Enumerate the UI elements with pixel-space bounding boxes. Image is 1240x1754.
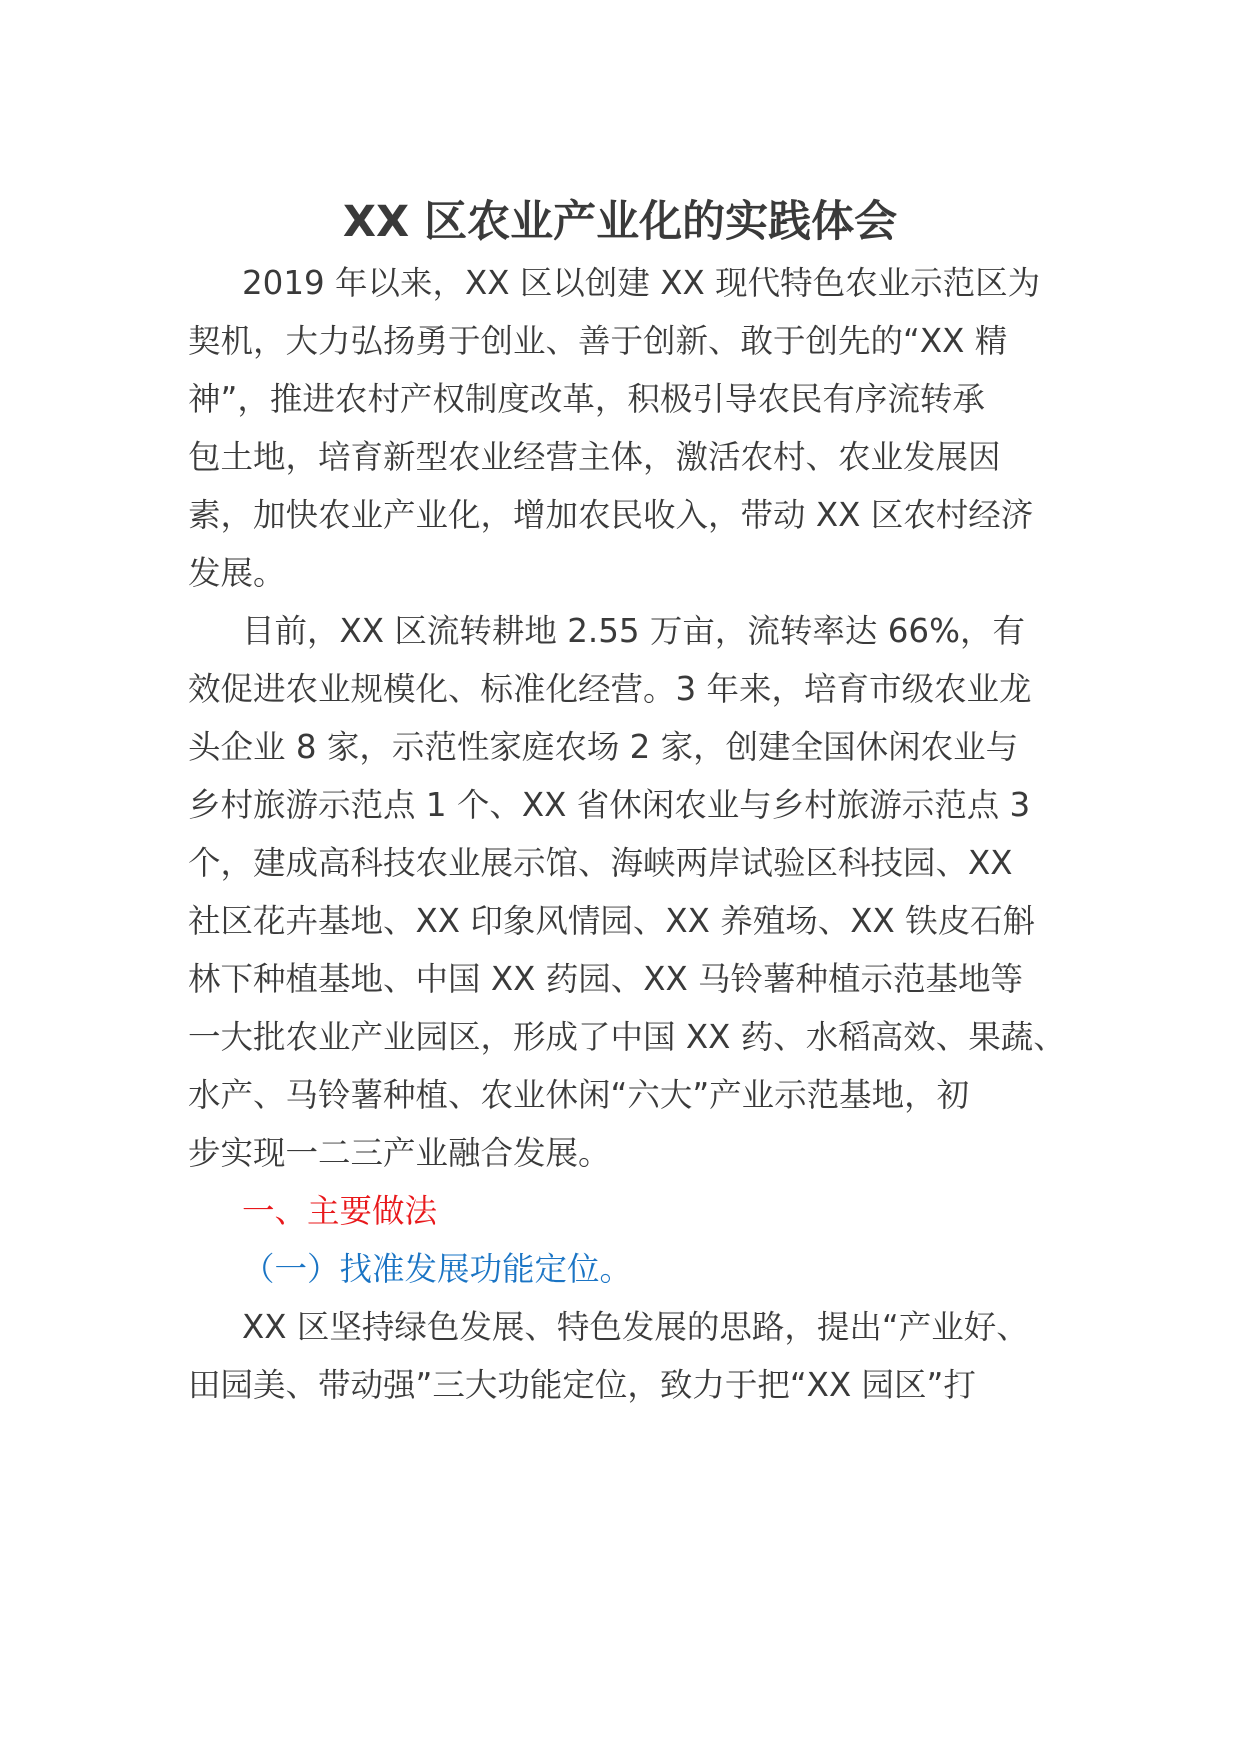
paragraph-3-line: 田园美、带动强”三大功能定位，致力于把“XX 园区”打 bbox=[188, 1366, 976, 1404]
paragraph-2-line: 目前，XX 区流转耕地 2.55 万亩，流转率达 66%，有 bbox=[242, 612, 1025, 650]
subsection-heading: （一）找准发展功能定位。 bbox=[242, 1250, 633, 1288]
paragraph-1-line: 发展。 bbox=[188, 554, 286, 592]
paragraph-2-line: 头企业 8 家，示范性家庭农场 2 家，创建全国休闲农业与 bbox=[188, 728, 1019, 766]
paragraph-1-line: 2019 年以来，XX 区以创建 XX 现代特色农业示范区为 bbox=[242, 264, 1041, 302]
paragraph-3-line: XX 区坚持绿色发展、特色发展的思路，提出“产业好、 bbox=[242, 1308, 1029, 1346]
paragraph-2-line: 效促进农业规模化、标准化经营。3 年来，培育市级农业龙 bbox=[188, 670, 1032, 708]
paragraph-2-line: 个，建成高科技农业展示馆、海峡两岸试验区科技园、XX bbox=[188, 844, 1013, 882]
paragraph-1-line: 神”，推进农村产权制度改革，积极引导农民有序流转承 bbox=[188, 380, 985, 418]
document-title: XX 区农业产业化的实践体会 bbox=[342, 197, 898, 247]
section-heading: 一、主要做法 bbox=[242, 1192, 438, 1230]
paragraph-1-line: 包土地，培育新型农业经营主体，激活农村、农业发展因 bbox=[188, 438, 1001, 476]
paragraph-2-line: 林下种植基地、中国 XX 药园、XX 马铃薯种植示范基地等 bbox=[188, 960, 1024, 998]
paragraph-1-line: 契机，大力弘扬勇于创业、善于创新、敢于创先的“XX 精 bbox=[188, 322, 1008, 360]
paragraph-2-line: 乡村旅游示范点 1 个、XX 省休闲农业与乡村旅游示范点 3 bbox=[188, 786, 1031, 824]
paragraph-2-line: 一大批农业产业园区，形成了中国 XX 药、水稻高效、果蔬、 bbox=[188, 1018, 1066, 1056]
paragraph-2-line: 社区花卉基地、XX 印象风情园、XX 养殖场、XX 铁皮石斛 bbox=[188, 902, 1036, 940]
paragraph-2-line: 步实现一二三产业融合发展。 bbox=[188, 1134, 611, 1172]
paragraph-1-line: 素，加快农业产业化，增加农民收入，带动 XX 区农村经济 bbox=[188, 496, 1034, 534]
paragraph-2-line: 水产、马铃薯种植、农业休闲“六大”产业示范基地，初 bbox=[188, 1076, 970, 1114]
